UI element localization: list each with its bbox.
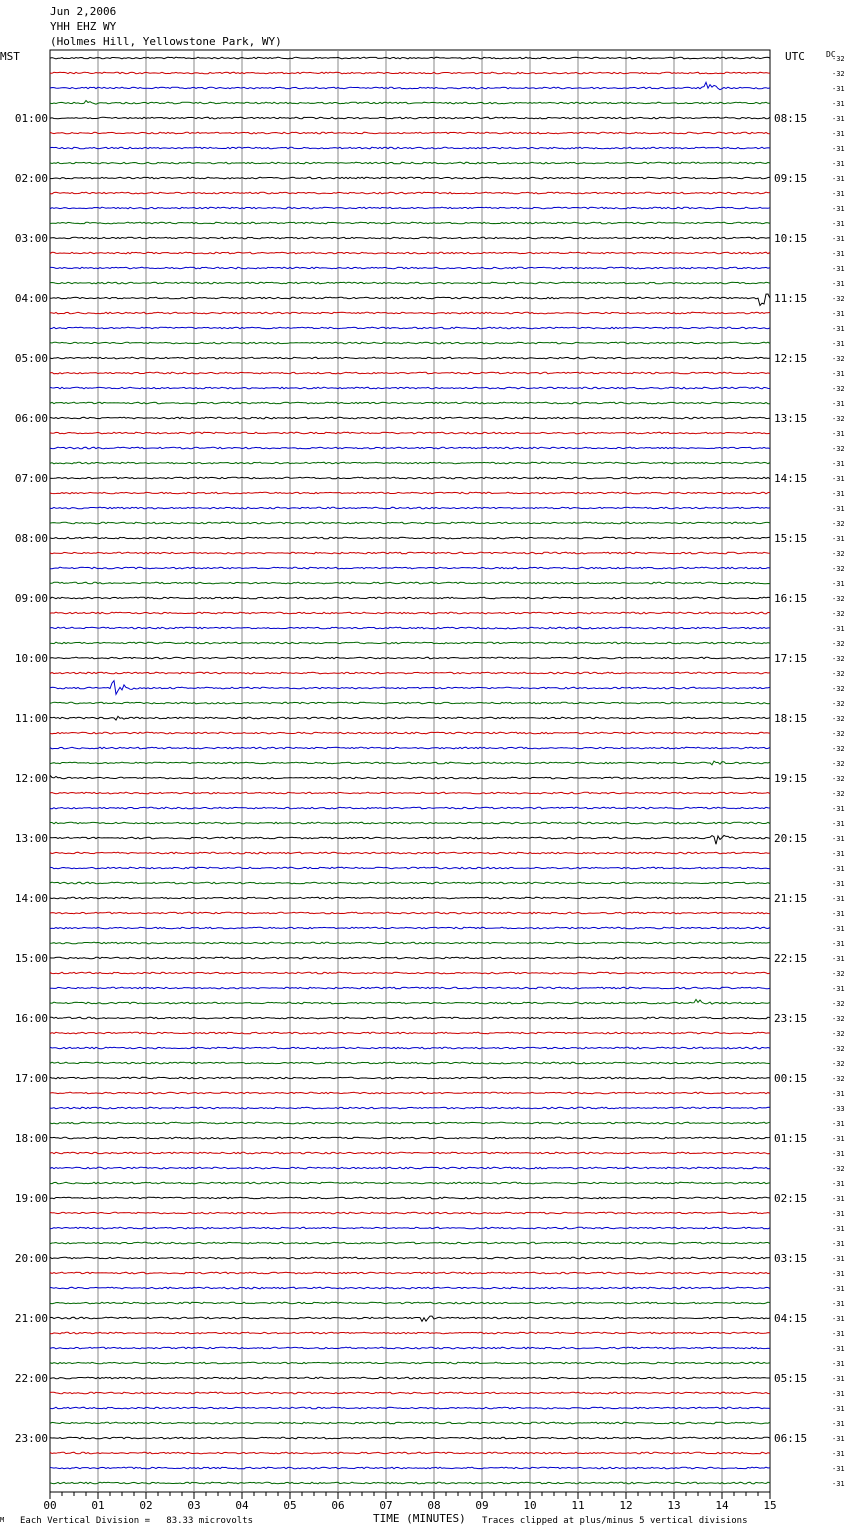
dc-offset-label: -31 bbox=[832, 1330, 845, 1338]
right-hour-label: 16:15 bbox=[774, 592, 808, 605]
trace-line bbox=[50, 82, 770, 89]
trace-line bbox=[50, 447, 770, 449]
dc-offset-label: -31 bbox=[832, 1390, 845, 1398]
trace-line bbox=[50, 1077, 770, 1079]
dc-offset-label: -32 bbox=[832, 670, 845, 678]
trace-line bbox=[50, 957, 770, 959]
x-tick-label: 05 bbox=[283, 1499, 297, 1512]
header-station: YHH EHZ WY bbox=[50, 20, 117, 33]
trace-line bbox=[50, 972, 770, 974]
dc-offset-label: -32 bbox=[832, 1060, 845, 1068]
trace-line bbox=[50, 1212, 770, 1214]
trace-line bbox=[50, 1137, 770, 1139]
dc-offset-label: -32 bbox=[832, 730, 845, 738]
x-tick-label: 07 bbox=[379, 1499, 393, 1512]
trace-line bbox=[50, 372, 770, 374]
dc-offset-label: -32 bbox=[832, 565, 845, 573]
dc-offset-label: -31 bbox=[832, 1210, 845, 1218]
x-tick-label: 03 bbox=[187, 1499, 201, 1512]
trace-line bbox=[50, 192, 770, 194]
dc-offset-label: -31 bbox=[832, 220, 845, 228]
dc-offset-label: -31 bbox=[832, 250, 845, 258]
dc-offset-label: -32 bbox=[832, 685, 845, 693]
trace-line bbox=[50, 432, 770, 434]
axis-labels bbox=[0, 50, 845, 1512]
clip-note: Traces clipped at plus/minus 5 vertical divisions bbox=[482, 1516, 748, 1526]
trace-line bbox=[50, 1302, 770, 1304]
left-hour-label: 03:00 bbox=[14, 232, 48, 245]
trace-line bbox=[50, 522, 770, 524]
dc-offset-label: -32 bbox=[832, 610, 845, 618]
dc-offset-label: -31 bbox=[832, 1180, 845, 1188]
trace-line bbox=[50, 1167, 770, 1169]
dc-offset-label: -31 bbox=[832, 1135, 845, 1143]
dc-offset-label: -32 bbox=[832, 55, 845, 63]
left-hour-label: 23:00 bbox=[14, 1432, 48, 1445]
left-hour-label: 07:00 bbox=[14, 472, 48, 485]
right-hour-label: 15:15 bbox=[774, 532, 808, 545]
trace-line bbox=[50, 1197, 770, 1199]
trace-line bbox=[50, 294, 770, 306]
right-hour-label: 04:15 bbox=[774, 1312, 808, 1325]
right-hour-label: 08:15 bbox=[774, 112, 808, 125]
left-hour-label: 02:00 bbox=[14, 172, 48, 185]
corner-mark: M bbox=[0, 1516, 5, 1524]
right-hour-label: 02:15 bbox=[774, 1192, 808, 1205]
right-hour-label: 18:15 bbox=[774, 712, 808, 725]
dc-offset-label: -32 bbox=[832, 1000, 845, 1008]
trace-line bbox=[50, 882, 770, 884]
trace-line bbox=[50, 507, 770, 509]
dc-offset-label: -31 bbox=[832, 925, 845, 933]
left-hour-label: 16:00 bbox=[14, 1012, 48, 1025]
trace-line bbox=[50, 402, 770, 404]
trace-line bbox=[50, 672, 770, 674]
trace-line bbox=[50, 1362, 770, 1364]
x-tick-label: 15 bbox=[763, 1499, 777, 1512]
left-hour-label: 09:00 bbox=[14, 592, 48, 605]
dc-offset-label: -31 bbox=[832, 265, 845, 273]
trace-line bbox=[50, 1272, 770, 1274]
dc-offset-label: -31 bbox=[832, 205, 845, 213]
dc-offset-label: -31 bbox=[832, 160, 845, 168]
trace-line bbox=[50, 207, 770, 209]
left-hour-label: 19:00 bbox=[14, 1192, 48, 1205]
right-zone-label: UTC bbox=[785, 50, 805, 63]
dc-offset-label: -31 bbox=[832, 1255, 845, 1263]
trace-line bbox=[50, 477, 770, 479]
dc-offset-label: -31 bbox=[832, 400, 845, 408]
dc-offset-label: -32 bbox=[832, 70, 845, 78]
left-hour-label: 08:00 bbox=[14, 532, 48, 545]
trace-line bbox=[50, 612, 770, 614]
dc-offset-label: -31 bbox=[832, 1195, 845, 1203]
trace-line bbox=[50, 417, 770, 419]
dc-offset-label: -31 bbox=[832, 190, 845, 198]
trace-line bbox=[50, 1062, 770, 1064]
dc-offset-label: -32 bbox=[832, 445, 845, 453]
trace-line bbox=[50, 1422, 770, 1424]
dc-offset-label: -31 bbox=[832, 1345, 845, 1353]
left-hour-label: 06:00 bbox=[14, 412, 48, 425]
left-hour-label: 17:00 bbox=[14, 1072, 48, 1085]
x-tick-label: 10 bbox=[523, 1499, 537, 1512]
dc-offset-label: -32 bbox=[832, 415, 845, 423]
right-hour-label: 23:15 bbox=[774, 1012, 808, 1025]
trace-line bbox=[50, 702, 770, 704]
right-hour-label: 11:15 bbox=[774, 292, 808, 305]
dc-offset-label: -32 bbox=[832, 295, 845, 303]
trace-line bbox=[50, 681, 770, 695]
trace-line bbox=[50, 1467, 770, 1469]
trace-line bbox=[50, 1092, 770, 1094]
dc-offset-label: -32 bbox=[832, 1045, 845, 1053]
dc-offset-label: -31 bbox=[832, 1285, 845, 1293]
dc-offset-label: -32 bbox=[832, 700, 845, 708]
x-tick-label: 14 bbox=[715, 1499, 729, 1512]
trace-line bbox=[50, 792, 770, 794]
right-hour-label: 17:15 bbox=[774, 652, 808, 665]
dc-offset-label: -31 bbox=[832, 1420, 845, 1428]
dc-offset-label: -31 bbox=[832, 490, 845, 498]
trace-line bbox=[50, 999, 770, 1004]
dc-offset-label: -31 bbox=[832, 1090, 845, 1098]
dc-offset-label: -31 bbox=[832, 805, 845, 813]
dc-offset-label: -32 bbox=[832, 550, 845, 558]
x-tick-label: 02 bbox=[139, 1499, 153, 1512]
dc-offset-label: -31 bbox=[832, 1465, 845, 1473]
left-hour-label: 05:00 bbox=[14, 352, 48, 365]
dc-offset-label: -32 bbox=[832, 640, 845, 648]
x-tick-label: 00 bbox=[43, 1499, 57, 1512]
plot-frame bbox=[50, 50, 770, 1492]
trace-line bbox=[50, 1392, 770, 1394]
right-hour-label: 22:15 bbox=[774, 952, 808, 965]
trace-line bbox=[50, 627, 770, 629]
dc-offset-label: -31 bbox=[832, 820, 845, 828]
trace-line bbox=[50, 282, 770, 284]
left-hour-label: 15:00 bbox=[14, 952, 48, 965]
dc-offset-label: -32 bbox=[832, 1075, 845, 1083]
trace-line bbox=[50, 387, 770, 389]
trace-line bbox=[50, 1407, 770, 1409]
trace-line bbox=[50, 1332, 770, 1334]
dc-offset-label: -31 bbox=[832, 835, 845, 843]
trace-line bbox=[50, 342, 770, 344]
trace-line bbox=[50, 1482, 770, 1484]
left-hour-label: 11:00 bbox=[14, 712, 48, 725]
dc-offset-label: -31 bbox=[832, 1225, 845, 1233]
dc-offset-label: -32 bbox=[832, 790, 845, 798]
header-location: (Holmes Hill, Yellowstone Park, WY) bbox=[50, 35, 282, 48]
dc-offset-label: -31 bbox=[832, 1360, 845, 1368]
trace-line bbox=[50, 1017, 770, 1019]
dc-offset-label: -33 bbox=[832, 1105, 845, 1113]
dc-offset-label: -32 bbox=[832, 355, 845, 363]
dc-offset-label: -32 bbox=[832, 655, 845, 663]
dc-offset-label: -32 bbox=[832, 1165, 845, 1173]
left-hour-label: 13:00 bbox=[14, 832, 48, 845]
x-tick-label: 04 bbox=[235, 1499, 249, 1512]
x-tick-label: 01 bbox=[91, 1499, 105, 1512]
dc-offset-label: -31 bbox=[832, 145, 845, 153]
trace-line bbox=[50, 177, 770, 179]
dc-offset-label: -31 bbox=[832, 1120, 845, 1128]
right-hour-label: 19:15 bbox=[774, 772, 808, 785]
dc-offset-label: -31 bbox=[832, 175, 845, 183]
trace-line bbox=[50, 1452, 770, 1454]
left-hour-label: 22:00 bbox=[14, 1372, 48, 1385]
dc-offset-label: -31 bbox=[832, 370, 845, 378]
dc-offset-label: -31 bbox=[832, 880, 845, 888]
left-hour-label: 10:00 bbox=[14, 652, 48, 665]
trace-line bbox=[50, 1316, 770, 1321]
trace-line bbox=[50, 1287, 770, 1289]
trace-line bbox=[50, 327, 770, 329]
trace-line bbox=[50, 1242, 770, 1244]
dc-offset-label: -31 bbox=[832, 865, 845, 873]
dc-offset-label: -32 bbox=[832, 760, 845, 768]
x-tick-label: 08 bbox=[427, 1499, 441, 1512]
trace-line bbox=[50, 942, 770, 944]
right-hour-label: 10:15 bbox=[774, 232, 808, 245]
dc-offset-label: -31 bbox=[832, 910, 845, 918]
trace-line bbox=[50, 1047, 770, 1049]
trace-line bbox=[50, 1437, 770, 1439]
dc-offset-label: -31 bbox=[832, 1450, 845, 1458]
trace-line bbox=[50, 1122, 770, 1124]
dc-offset-label: -31 bbox=[832, 1435, 845, 1443]
trace-line bbox=[50, 552, 770, 554]
dc-offset-label: -31 bbox=[832, 310, 845, 318]
right-hour-label: 05:15 bbox=[774, 1372, 808, 1385]
trace-line bbox=[50, 147, 770, 149]
trace-line bbox=[50, 1107, 770, 1109]
dc-offset-label: -31 bbox=[832, 430, 845, 438]
trace-line bbox=[50, 1227, 770, 1229]
trace-line bbox=[50, 492, 770, 494]
trace-line bbox=[50, 252, 770, 254]
dc-offset-label: -31 bbox=[832, 1375, 845, 1383]
dc-offset-label: -31 bbox=[832, 1270, 845, 1278]
trace-line bbox=[50, 897, 770, 899]
trace-line bbox=[50, 1032, 770, 1034]
x-tick-label: 13 bbox=[667, 1499, 681, 1512]
trace-line bbox=[50, 312, 770, 314]
x-axis-label: TIME (MINUTES) bbox=[373, 1512, 466, 1525]
dc-offset-label: -31 bbox=[832, 955, 845, 963]
trace-line bbox=[50, 462, 770, 464]
trace-line bbox=[50, 132, 770, 134]
dc-offset-label: -31 bbox=[832, 235, 845, 243]
left-hour-label: 01:00 bbox=[14, 112, 48, 125]
right-hour-label: 03:15 bbox=[774, 1252, 808, 1265]
trace-lines bbox=[50, 57, 770, 1484]
dc-offset-label: -31 bbox=[832, 850, 845, 858]
right-hour-label: 14:15 bbox=[774, 472, 808, 485]
left-hour-label: 14:00 bbox=[14, 892, 48, 905]
trace-line bbox=[50, 72, 770, 74]
dc-offset-label: -31 bbox=[832, 460, 845, 468]
trace-line bbox=[50, 597, 770, 599]
trace-line bbox=[50, 357, 770, 359]
dc-offset-label: -31 bbox=[832, 130, 845, 138]
trace-line bbox=[50, 57, 770, 59]
dc-offset-label: -31 bbox=[832, 1480, 845, 1488]
dc-offset-label: -31 bbox=[832, 505, 845, 513]
trace-line bbox=[50, 761, 770, 765]
trace-line bbox=[50, 237, 770, 239]
dc-offset-label: -31 bbox=[832, 1240, 845, 1248]
right-hour-label: 06:15 bbox=[774, 1432, 808, 1445]
dc-offset-label: -31 bbox=[832, 280, 845, 288]
dc-offset-label: -32 bbox=[832, 1015, 845, 1023]
left-hour-label: 12:00 bbox=[14, 772, 48, 785]
trace-line bbox=[50, 732, 770, 734]
dc-offset-label: -31 bbox=[832, 1150, 845, 1158]
x-tick-label: 09 bbox=[475, 1499, 489, 1512]
dc-offset-label: -32 bbox=[832, 595, 845, 603]
scale-note: Each Vertical Division = 83.33 microvolts bbox=[20, 1516, 253, 1526]
trace-line bbox=[50, 567, 770, 569]
trace-line bbox=[50, 582, 770, 584]
trace-line bbox=[50, 1347, 770, 1349]
trace-line bbox=[50, 1152, 770, 1154]
left-hour-label: 20:00 bbox=[14, 1252, 48, 1265]
right-hour-label: 09:15 bbox=[774, 172, 808, 185]
dc-offset-label: -31 bbox=[832, 580, 845, 588]
trace-line bbox=[50, 267, 770, 269]
right-hour-label: 21:15 bbox=[774, 892, 808, 905]
dc-offset-label: -31 bbox=[832, 1300, 845, 1308]
dc-offset-label: -31 bbox=[832, 475, 845, 483]
dc-offset-label: -31 bbox=[832, 895, 845, 903]
left-hour-label: 04:00 bbox=[14, 292, 48, 305]
trace-line bbox=[50, 1257, 770, 1259]
dc-offset-label: -31 bbox=[832, 985, 845, 993]
dc-offset-label: -31 bbox=[832, 940, 845, 948]
trace-line bbox=[50, 852, 770, 854]
dc-offset-label: -31 bbox=[832, 625, 845, 633]
trace-line bbox=[50, 775, 770, 779]
right-hour-label: 00:15 bbox=[774, 1072, 808, 1085]
right-hour-label: 01:15 bbox=[774, 1132, 808, 1145]
dc-offset-label: -32 bbox=[832, 970, 845, 978]
dc-label: DC bbox=[826, 50, 836, 59]
x-tick-label: 12 bbox=[619, 1499, 633, 1512]
trace-line bbox=[50, 101, 770, 105]
trace-line bbox=[50, 117, 770, 119]
dc-offset-label: -31 bbox=[832, 535, 845, 543]
dc-offset-label: -31 bbox=[832, 1405, 845, 1413]
right-hour-label: 13:15 bbox=[774, 412, 808, 425]
dc-offset-label: -31 bbox=[832, 85, 845, 93]
trace-line bbox=[50, 162, 770, 164]
header-date: Jun 2,2006 bbox=[50, 5, 117, 18]
x-tick-label: 11 bbox=[571, 1499, 585, 1512]
trace-line bbox=[50, 537, 770, 539]
dc-offset-label: -32 bbox=[832, 385, 845, 393]
trace-line bbox=[50, 835, 770, 844]
trace-line bbox=[50, 657, 770, 659]
x-tick-label: 06 bbox=[331, 1499, 345, 1512]
dc-offset-label: -32 bbox=[832, 745, 845, 753]
trace-line bbox=[50, 807, 770, 809]
trace-line bbox=[50, 912, 770, 914]
dc-offset-label: -32 bbox=[832, 715, 845, 723]
right-hour-label: 20:15 bbox=[774, 832, 808, 845]
left-zone-label: MST bbox=[0, 50, 20, 63]
trace-line bbox=[50, 747, 770, 749]
dc-offset-label: -31 bbox=[832, 1315, 845, 1323]
right-hour-label: 12:15 bbox=[774, 352, 808, 365]
trace-line bbox=[50, 1377, 770, 1379]
trace-line bbox=[50, 987, 770, 989]
trace-line bbox=[50, 1182, 770, 1184]
trace-line bbox=[50, 927, 770, 929]
trace-line bbox=[50, 222, 770, 224]
trace-line bbox=[50, 822, 770, 824]
left-hour-label: 21:00 bbox=[14, 1312, 48, 1325]
dc-offset-label: -31 bbox=[832, 100, 845, 108]
dc-offset-label: -31 bbox=[832, 340, 845, 348]
dc-offset-label: -32 bbox=[832, 520, 845, 528]
trace-line bbox=[50, 642, 770, 644]
dc-offset-label: -31 bbox=[832, 115, 845, 123]
trace-line bbox=[50, 716, 770, 720]
dc-offset-label: -31 bbox=[832, 325, 845, 333]
trace-line bbox=[50, 867, 770, 869]
left-hour-label: 18:00 bbox=[14, 1132, 48, 1145]
dc-offset-label: -32 bbox=[832, 1030, 845, 1038]
dc-offset-label: -32 bbox=[832, 775, 845, 783]
